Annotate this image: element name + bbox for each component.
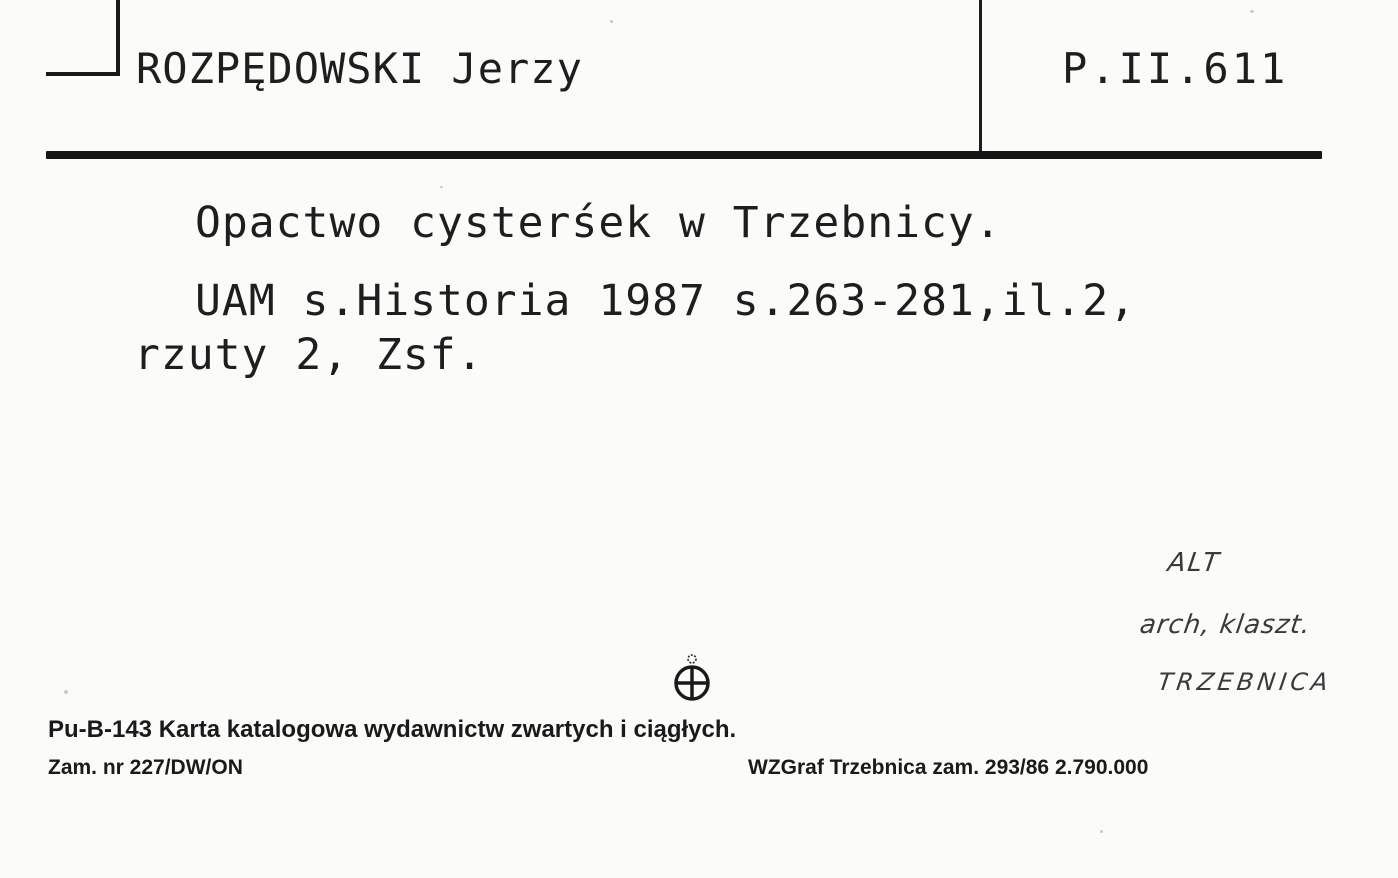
- printer-info: WZGraf Trzebnica zam. 293/86 2.790.000: [748, 756, 1149, 779]
- order-number: Zam. nr 227/DW/ON: [48, 756, 243, 779]
- extent-line: rzuty 2, Zsf.: [134, 330, 484, 380]
- title-line: Opactwo cysterśek w Trzebnicy.: [195, 198, 1002, 248]
- author-heading: ROZPĘDOWSKI Jerzy: [136, 44, 583, 93]
- punch-hole-emblem-icon: [668, 650, 716, 704]
- scan-speck: [64, 690, 68, 694]
- scan-speck: [1250, 10, 1254, 13]
- form-name: Pu-B-143 Karta katalogowa wydawnictw zwartych i ciągłych.: [48, 716, 737, 743]
- header-rule: [46, 151, 1322, 159]
- shelfmark: P.II.611: [1062, 44, 1289, 93]
- publication-line: UAM s.Historia 1987 s.263-281,il.2,: [195, 276, 1137, 326]
- handwritten-note-2: arch, klaszt.: [1137, 610, 1313, 640]
- handwritten-note-3: TRZEBNICA: [1156, 668, 1334, 696]
- corner-bracket-horizontal: [46, 72, 120, 76]
- scan-speck: [440, 186, 443, 188]
- scan-speck: [1100, 830, 1103, 833]
- handwritten-note-1: ALT: [1165, 548, 1223, 578]
- scan-speck: [610, 20, 613, 23]
- header-divider: [979, 0, 982, 156]
- corner-bracket-vertical: [116, 0, 120, 76]
